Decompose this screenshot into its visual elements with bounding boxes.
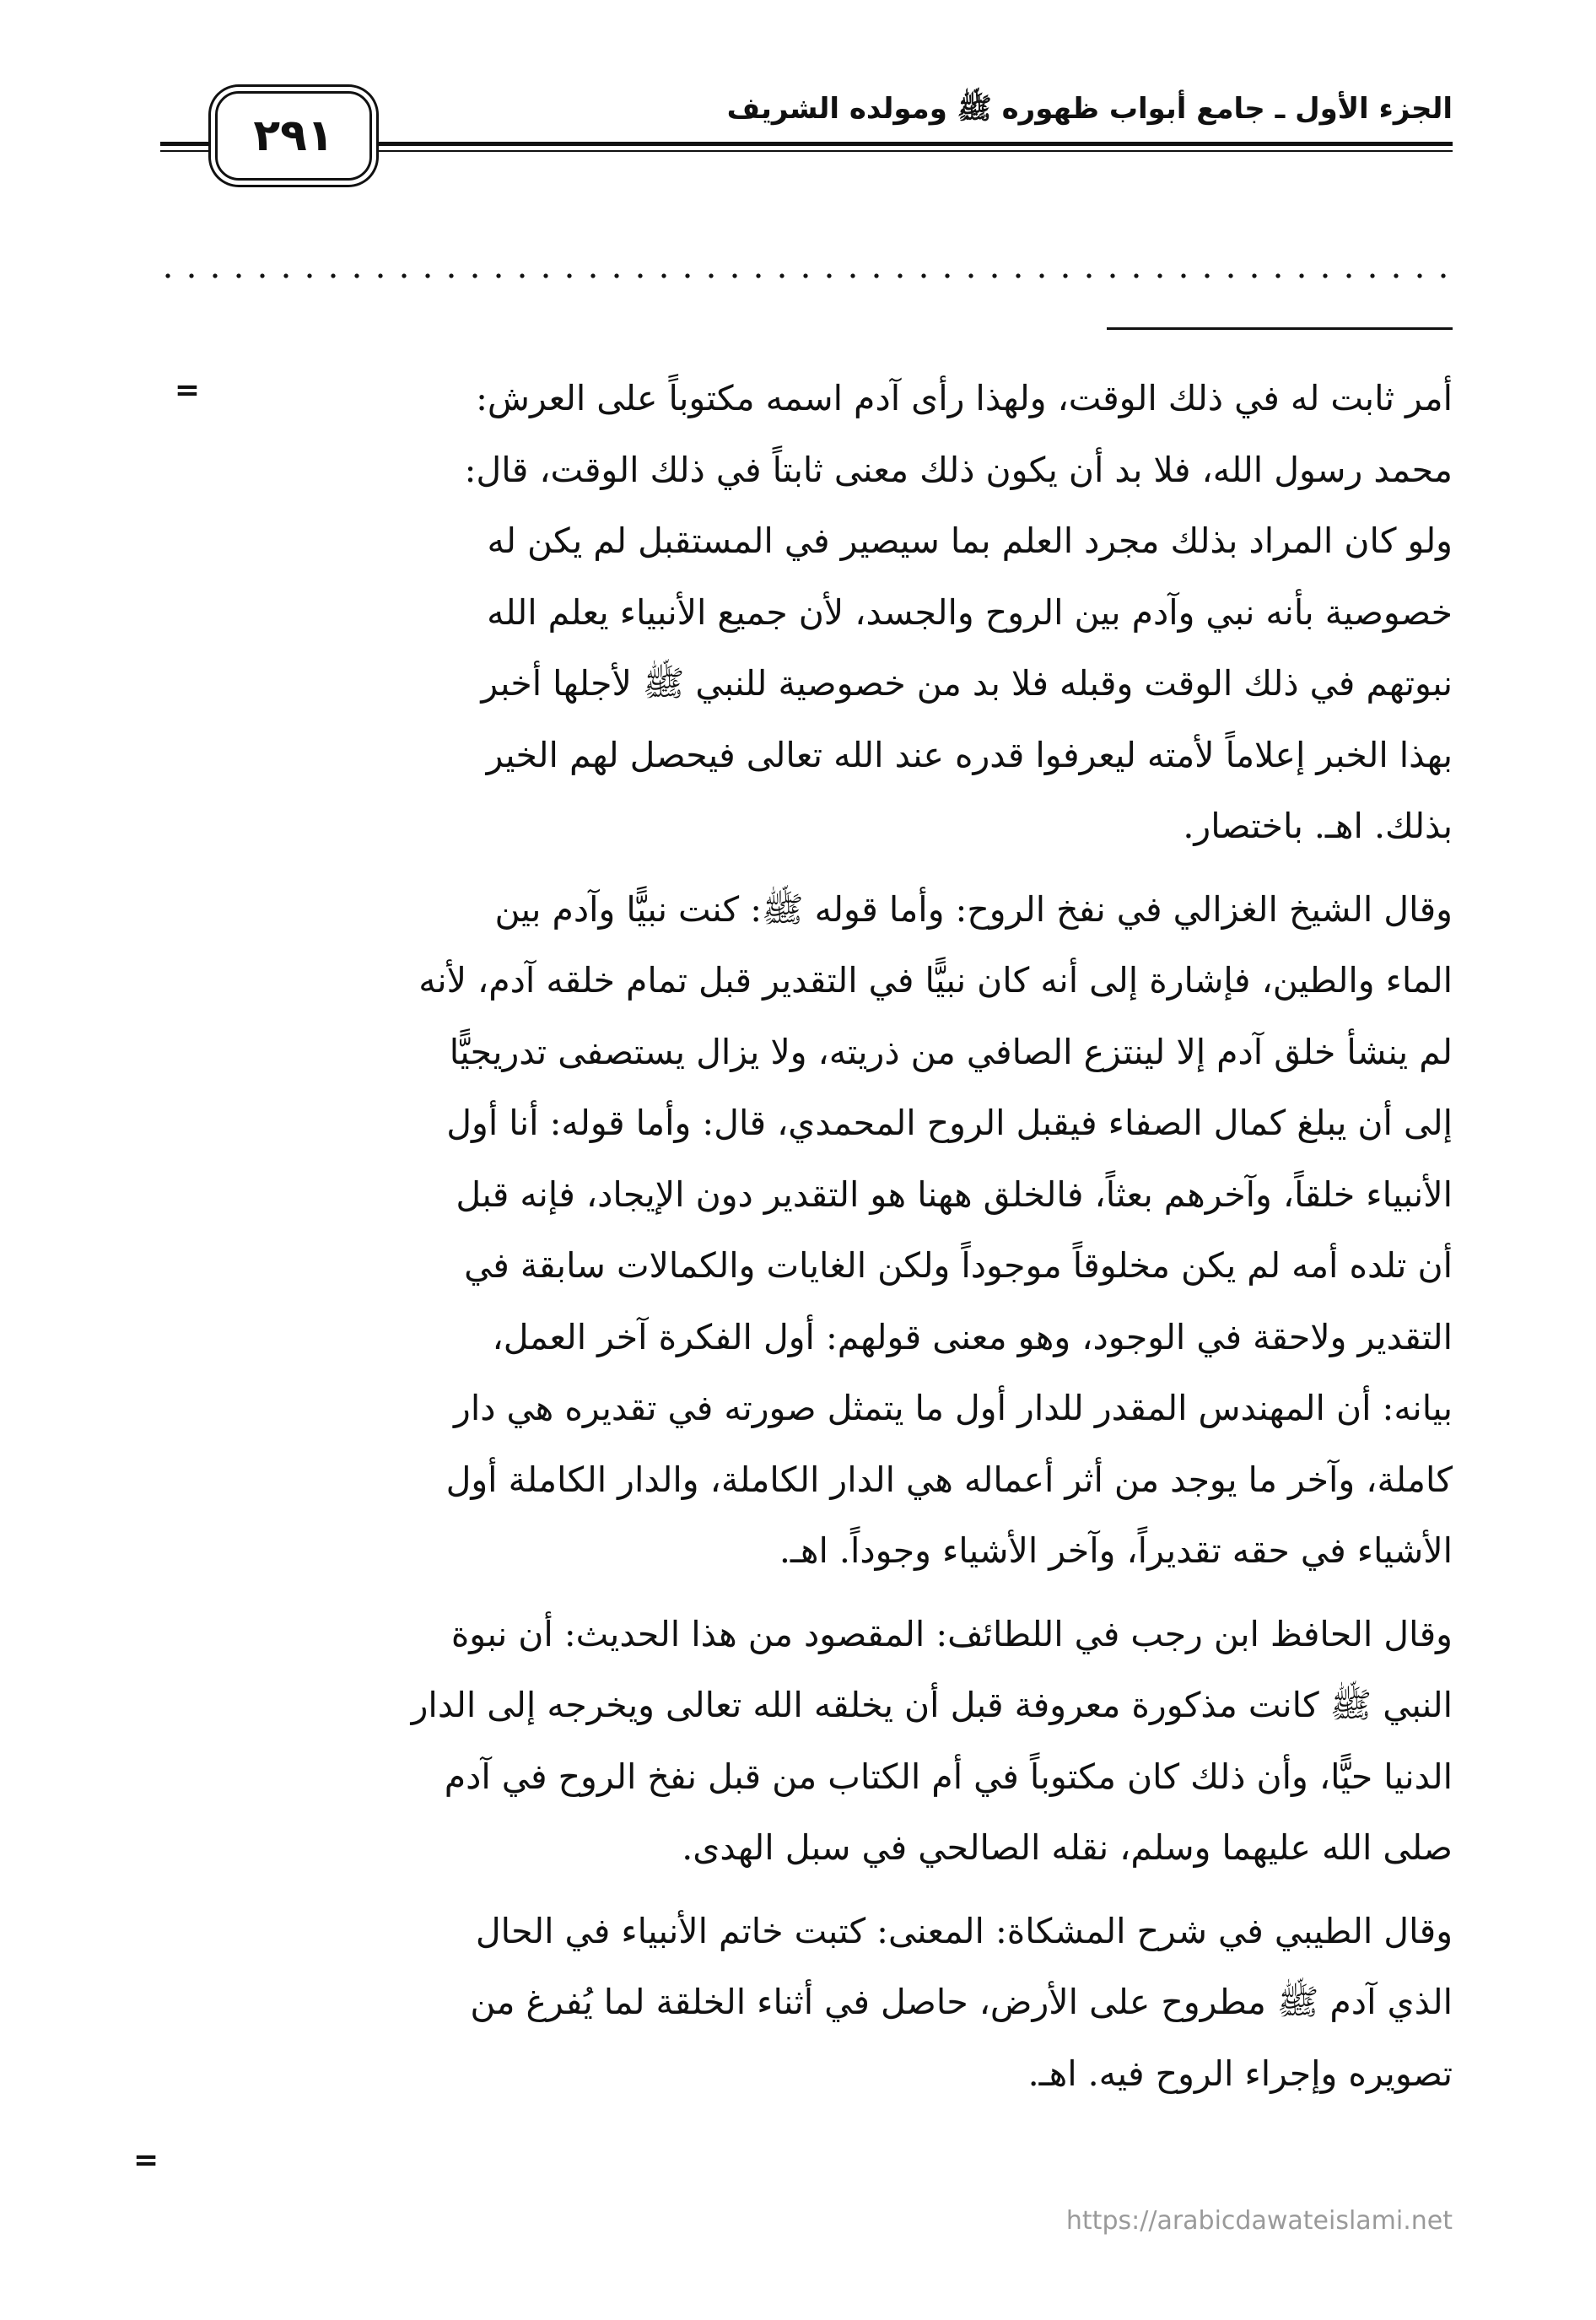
- dotted-separator: [156, 272, 1453, 280]
- watermark-url: https://arabicdawateislami.net: [1065, 2206, 1453, 2236]
- header-title: الجزء الأول ـ جامع أبواب ظهوره ﷺ ومولده الشريف: [726, 92, 1453, 126]
- paragraph-2: وقال الشيخ الغزالي في نفخ الروح: وأما قوله ﷺ: كنت نبيًّا وآدم بين الماء والطين، فإشارة إلى أنه كان نبيًّا في التقدير قبل تمام خلقه آدم، لأنه لم ينشأ خلق آدم إلا لينتزع الصافي من ذريته، ولا يزال يستصفى تدريجيًّا إلى أن يبلغ كمال الصفاء فيقبل الروح المحمدي، قال: وأما قوله: أنا أول الأنبياء خلقاً، وآخرهم بعثاً، فالخلق ههنا هو التقدير دون الإيجاد، فإنه قبل أن تلده أمه لم يكن مخلوقاً موجوداً ولكن الغايات والكمالات سابقة في التقدير ولاحقة في الوجود، وهو معنى قولهم: أول الفكرة آخر العمل، بيانه: أن المهندس المقدر للدار أول ما يتمثل صورته في تقديره هي دار كاملة، وآخر ما يوجد من أثر أعماله هي الدار الكاملة، والدار الكاملة أول الأشياء في حقه تقديراً، وآخر الأشياء وجوداً. اهـ.: [418, 888, 1453, 1571]
- continuation-mark-top: =: [174, 373, 200, 407]
- page-number-frame: [215, 91, 372, 181]
- footnote-rule: [1107, 327, 1453, 330]
- paragraph-1: أمر ثابت له في ذلك الوقت، ولهذا رأى آدم اسمه مكتوباً على العرش: محمد رسول الله، فلا بد أن يكون ذلك معنى ثابتاً في ذلك الوقت، قال: ولو كان المراد بذلك مجرد العلم بما سيصير في المستقبل لم يكن له خصوصية بأنه نبي وآدم بين الروح والجسد، لأن جميع الأنبياء يعلم الله نبوتهم في ذلك الوقت وقبله فلا بد من خصوصية للنبي ﷺ لأجلها أخبر بهذا الخبر إعلاماً لأمته ليعرفوا قدره عند الله تعالى فيحصل لهم الخير بذلك. اهـ. باختصار.: [464, 378, 1453, 846]
- paragraph-3: وقال الحافظ ابن رجب في اللطائف: المقصود من هذا الحديث: أن نبوة النبي ﷺ كانت مذكورة معروفة قبل أن يخلقه الله تعالى ويخرجه إلى الدار الدنيا حيًّا، وأن ذلك كان مكتوباً في أم الكتاب من قبل نفخ الروح في آدم صلى الله عليهما وسلم، نقله الصالحي في سبل الهدى.: [411, 1613, 1453, 1868]
- paragraph-4: وقال الطيبي في شرح المشكاة: المعنى: كتبت خاتم الأنبياء في الحال الذي آدم ﷺ مطروح على الأرض، حاصل في أثناء الخلقة لما يُفرغ من تصويره وإجراء الروح فيه. اهـ.: [470, 1910, 1453, 2094]
- page-number: ٢٩١: [253, 111, 334, 161]
- continuation-mark-bottom: =: [133, 2143, 159, 2177]
- footnote-body: [156, 363, 1453, 2121]
